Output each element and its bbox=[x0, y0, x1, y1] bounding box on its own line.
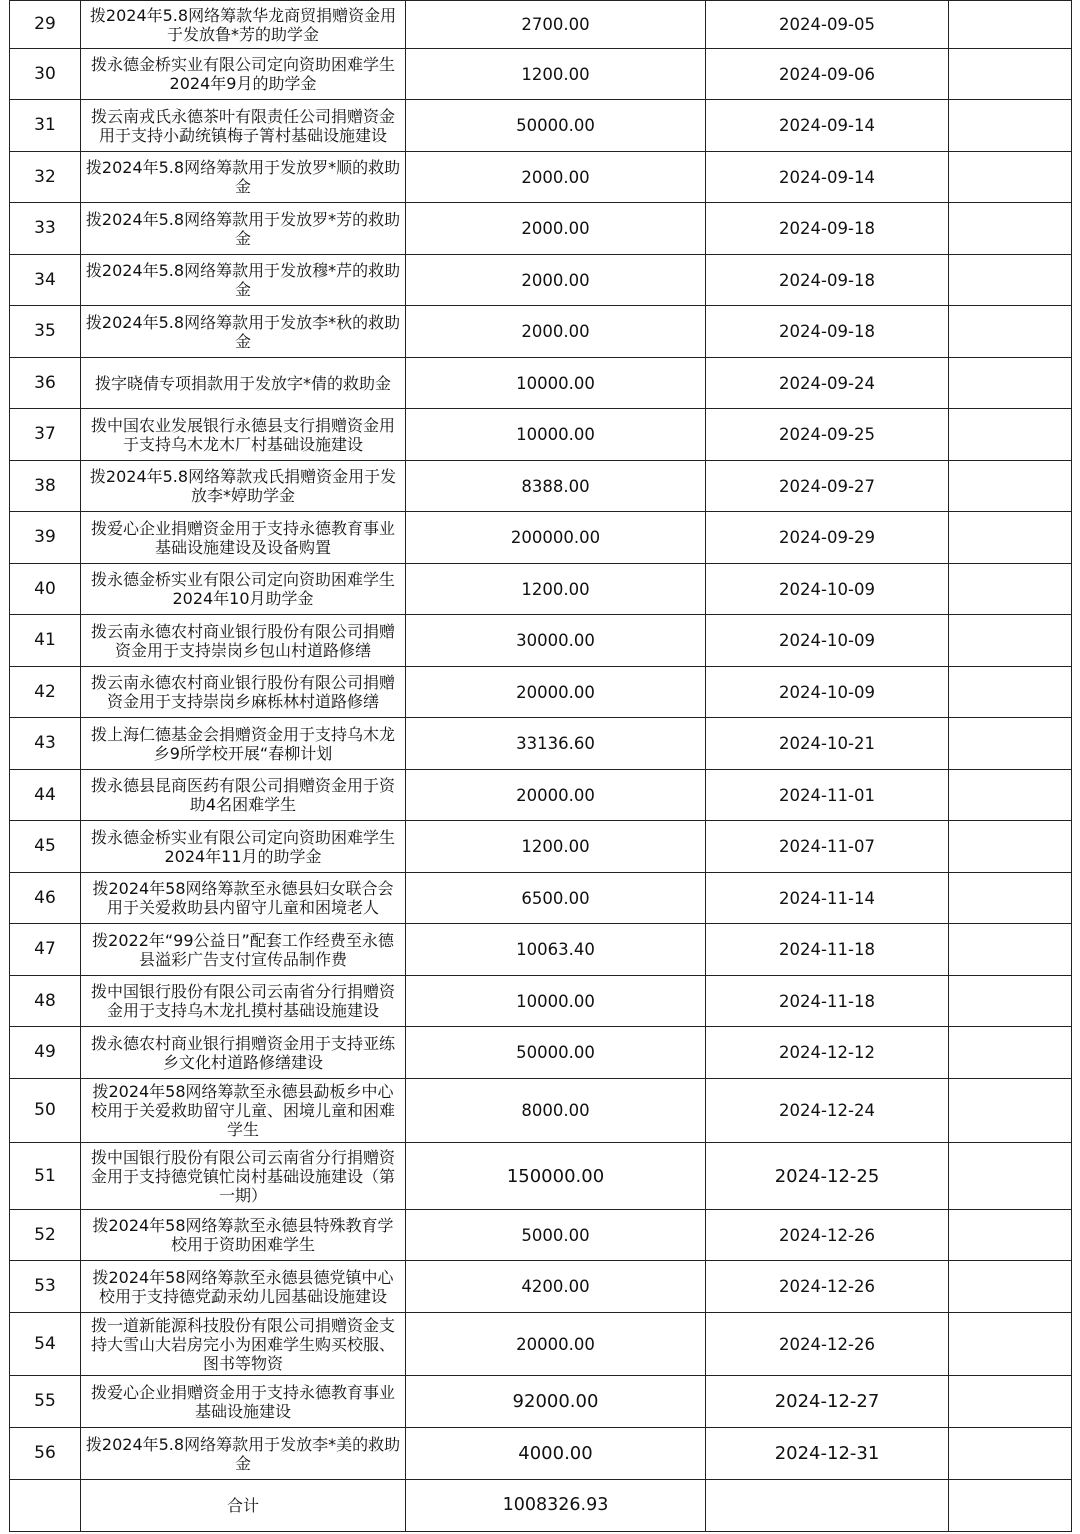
row-description: 拨永德农村商业银行捐赠资金用于支持亚练乡文化村道路修缮建设 bbox=[81, 1027, 406, 1079]
row-remark bbox=[949, 100, 1072, 152]
row-description: 拨2024年5.8网络筹款戎氏捐赠资金用于发放李*婷助学金 bbox=[81, 461, 406, 512]
row-number: 51 bbox=[10, 1143, 81, 1210]
total-remark-cell bbox=[949, 1480, 1072, 1532]
row-description: 拨中国农业发展银行永德县支行捐赠资金用于支持乌木龙木厂村基础设施建设 bbox=[81, 409, 406, 461]
table-row bbox=[10, 1210, 1072, 1261]
table-row bbox=[10, 873, 1072, 924]
table-row bbox=[10, 976, 1072, 1027]
row-date: 2024-11-18 bbox=[706, 924, 949, 976]
row-number: 43 bbox=[10, 718, 81, 770]
row-remark bbox=[949, 1313, 1072, 1376]
row-number: 39 bbox=[10, 512, 81, 564]
row-number: 37 bbox=[10, 409, 81, 461]
row-remark bbox=[949, 667, 1072, 718]
row-amount: 10000.00 bbox=[406, 409, 706, 461]
row-remark bbox=[949, 1428, 1072, 1480]
row-number: 50 bbox=[10, 1079, 81, 1143]
table-row bbox=[10, 718, 1072, 770]
row-description: 拨2024年5.8网络筹款用于发放穆*芹的救助金 bbox=[81, 255, 406, 306]
table-row bbox=[10, 203, 1072, 255]
row-amount: 92000.00 bbox=[406, 1376, 706, 1428]
row-number: 52 bbox=[10, 1210, 81, 1261]
row-amount: 4000.00 bbox=[406, 1428, 706, 1480]
row-date: 2024-12-24 bbox=[706, 1079, 949, 1143]
row-amount: 20000.00 bbox=[406, 770, 706, 821]
row-remark bbox=[949, 821, 1072, 873]
total-no-cell bbox=[10, 1480, 81, 1532]
row-number: 55 bbox=[10, 1376, 81, 1428]
row-amount: 10063.40 bbox=[406, 924, 706, 976]
row-number: 29 bbox=[10, 1, 81, 49]
row-amount: 2000.00 bbox=[406, 203, 706, 255]
table-row bbox=[10, 255, 1072, 306]
row-date: 2024-11-01 bbox=[706, 770, 949, 821]
row-date: 2024-12-25 bbox=[706, 1143, 949, 1210]
row-amount: 10000.00 bbox=[406, 358, 706, 409]
row-description: 拨中国银行股份有限公司云南省分行捐赠资金用于支持乌木龙扎摸村基础设施建设 bbox=[81, 976, 406, 1027]
row-description: 拨爱心企业捐赠资金用于支持永德教育事业基础设施建设 bbox=[81, 1376, 406, 1428]
row-remark bbox=[949, 1027, 1072, 1079]
row-date: 2024-09-06 bbox=[706, 49, 949, 100]
table-row bbox=[10, 409, 1072, 461]
row-remark bbox=[949, 718, 1072, 770]
table-row bbox=[10, 1079, 1072, 1143]
row-amount: 1200.00 bbox=[406, 49, 706, 100]
row-number: 38 bbox=[10, 461, 81, 512]
row-description: 拨云南戎氏永德茶叶有限责任公司捐赠资金用于支持小勐统镇梅子箐村基础设施建设 bbox=[81, 100, 406, 152]
row-date: 2024-12-26 bbox=[706, 1261, 949, 1313]
row-amount: 30000.00 bbox=[406, 615, 706, 667]
row-date: 2024-09-18 bbox=[706, 255, 949, 306]
row-number: 46 bbox=[10, 873, 81, 924]
row-description: 拨2024年58网络筹款至永德县德党镇中心校用于支持德党勐汞幼儿园基础设施建设 bbox=[81, 1261, 406, 1313]
table-row bbox=[10, 100, 1072, 152]
row-amount: 2700.00 bbox=[406, 1, 706, 49]
row-description: 拨2024年58网络筹款至永德县妇女联合会用于关爱救助县内留守儿童和困境老人 bbox=[81, 873, 406, 924]
row-amount: 4200.00 bbox=[406, 1261, 706, 1313]
row-amount: 10000.00 bbox=[406, 976, 706, 1027]
row-date: 2024-10-21 bbox=[706, 718, 949, 770]
row-date: 2024-09-29 bbox=[706, 512, 949, 564]
table-row bbox=[10, 564, 1072, 615]
row-remark bbox=[949, 1261, 1072, 1313]
row-number: 33 bbox=[10, 203, 81, 255]
row-date: 2024-12-27 bbox=[706, 1376, 949, 1428]
row-number: 31 bbox=[10, 100, 81, 152]
row-remark bbox=[949, 409, 1072, 461]
table-body bbox=[10, 1, 1072, 1480]
row-description: 拨爱心企业捐赠资金用于支持永德教育事业基础设施建设及设备购置 bbox=[81, 512, 406, 564]
row-number: 32 bbox=[10, 152, 81, 203]
row-description: 拨2024年58网络筹款至永德县特殊教育学校用于资助困难学生 bbox=[81, 1210, 406, 1261]
total-label: 合计 bbox=[81, 1480, 406, 1532]
table-row bbox=[10, 358, 1072, 409]
row-remark bbox=[949, 924, 1072, 976]
table-row bbox=[10, 461, 1072, 512]
row-date: 2024-09-18 bbox=[706, 306, 949, 358]
row-remark bbox=[949, 152, 1072, 203]
table-row bbox=[10, 821, 1072, 873]
row-amount: 1200.00 bbox=[406, 564, 706, 615]
row-date: 2024-09-14 bbox=[706, 152, 949, 203]
row-description: 拨2022年“99公益日”配套工作经费至永德县溢彩广告支付宣传品制作费 bbox=[81, 924, 406, 976]
row-date: 2024-11-14 bbox=[706, 873, 949, 924]
row-amount: 20000.00 bbox=[406, 1313, 706, 1376]
row-number: 40 bbox=[10, 564, 81, 615]
row-amount: 50000.00 bbox=[406, 1027, 706, 1079]
row-description: 拨2024年58网络筹款至永德县勐板乡中心校用于关爱救助留守儿童、困境儿童和困难学生 bbox=[81, 1079, 406, 1143]
row-remark bbox=[949, 976, 1072, 1027]
row-date: 2024-12-12 bbox=[706, 1027, 949, 1079]
row-remark bbox=[949, 1, 1072, 49]
table-row bbox=[10, 49, 1072, 100]
row-remark bbox=[949, 512, 1072, 564]
row-number: 34 bbox=[10, 255, 81, 306]
table-row bbox=[10, 1027, 1072, 1079]
row-remark bbox=[949, 49, 1072, 100]
row-description: 拨永德金桥实业有限公司定向资助困难学生2024年9月的助学金 bbox=[81, 49, 406, 100]
table-row bbox=[10, 770, 1072, 821]
row-amount: 150000.00 bbox=[406, 1143, 706, 1210]
row-number: 42 bbox=[10, 667, 81, 718]
row-number: 56 bbox=[10, 1428, 81, 1480]
row-amount: 8388.00 bbox=[406, 461, 706, 512]
row-number: 44 bbox=[10, 770, 81, 821]
row-amount: 2000.00 bbox=[406, 152, 706, 203]
row-description: 拨永德金桥实业有限公司定向资助困难学生2024年10月助学金 bbox=[81, 564, 406, 615]
row-remark bbox=[949, 358, 1072, 409]
row-date: 2024-09-05 bbox=[706, 1, 949, 49]
row-amount: 2000.00 bbox=[406, 255, 706, 306]
row-description: 拨云南永德农村商业银行股份有限公司捐赠资金用于支持崇岗乡包山村道路修缮 bbox=[81, 615, 406, 667]
row-description: 拨一道新能源科技股份有限公司捐赠资金支持大雪山大岩房完小为困难学生购买校服、图书等物资 bbox=[81, 1313, 406, 1376]
row-description: 拨2024年5.8网络筹款用于发放李*美的救助金 bbox=[81, 1428, 406, 1480]
table-row bbox=[10, 512, 1072, 564]
row-number: 53 bbox=[10, 1261, 81, 1313]
table-row bbox=[10, 1143, 1072, 1210]
row-remark bbox=[949, 1143, 1072, 1210]
row-description: 拨2024年5.8网络筹款用于发放罗*芳的救助金 bbox=[81, 203, 406, 255]
row-amount: 33136.60 bbox=[406, 718, 706, 770]
table-row bbox=[10, 1261, 1072, 1313]
row-date: 2024-12-31 bbox=[706, 1428, 949, 1480]
row-date: 2024-11-07 bbox=[706, 821, 949, 873]
row-date: 2024-09-24 bbox=[706, 358, 949, 409]
row-amount: 20000.00 bbox=[406, 667, 706, 718]
row-amount: 5000.00 bbox=[406, 1210, 706, 1261]
table-row bbox=[10, 1, 1072, 49]
row-remark bbox=[949, 564, 1072, 615]
table-row bbox=[10, 152, 1072, 203]
table-row bbox=[10, 1313, 1072, 1376]
row-number: 54 bbox=[10, 1313, 81, 1376]
row-number: 47 bbox=[10, 924, 81, 976]
row-remark bbox=[949, 203, 1072, 255]
table-row bbox=[10, 615, 1072, 667]
donation-disbursement-table bbox=[9, 0, 1072, 1532]
total-row bbox=[10, 1480, 1072, 1532]
row-remark bbox=[949, 873, 1072, 924]
row-remark bbox=[949, 1376, 1072, 1428]
row-date: 2024-11-18 bbox=[706, 976, 949, 1027]
table-row bbox=[10, 306, 1072, 358]
row-description: 拨上海仁德基金会捐赠资金用于支持乌木龙乡9所学校开展“春柳计划 bbox=[81, 718, 406, 770]
row-date: 2024-09-27 bbox=[706, 461, 949, 512]
table-row bbox=[10, 667, 1072, 718]
row-remark bbox=[949, 1210, 1072, 1261]
row-date: 2024-10-09 bbox=[706, 667, 949, 718]
row-date: 2024-10-09 bbox=[706, 615, 949, 667]
row-description: 拨永德县昆商医药有限公司捐赠资金用于资助4名困难学生 bbox=[81, 770, 406, 821]
row-number: 41 bbox=[10, 615, 81, 667]
row-amount: 6500.00 bbox=[406, 873, 706, 924]
row-amount: 200000.00 bbox=[406, 512, 706, 564]
row-description: 拨2024年5.8网络筹款华龙商贸捐赠资金用于发放鲁*芳的助学金 bbox=[81, 1, 406, 49]
row-date: 2024-09-18 bbox=[706, 203, 949, 255]
row-amount: 50000.00 bbox=[406, 100, 706, 152]
row-amount: 8000.00 bbox=[406, 1079, 706, 1143]
row-number: 30 bbox=[10, 49, 81, 100]
row-remark bbox=[949, 255, 1072, 306]
row-description: 拨云南永德农村商业银行股份有限公司捐赠资金用于支持崇岗乡麻栎林村道路修缮 bbox=[81, 667, 406, 718]
row-remark bbox=[949, 1079, 1072, 1143]
row-number: 35 bbox=[10, 306, 81, 358]
row-date: 2024-09-25 bbox=[706, 409, 949, 461]
row-description: 拨中国银行股份有限公司云南省分行捐赠资金用于支持德党镇忙岗村基础设施建设（第一期） bbox=[81, 1143, 406, 1210]
row-date: 2024-10-09 bbox=[706, 564, 949, 615]
row-remark bbox=[949, 615, 1072, 667]
row-description: 拨2024年5.8网络筹款用于发放罗*顺的救助金 bbox=[81, 152, 406, 203]
row-amount: 1200.00 bbox=[406, 821, 706, 873]
total-amount: 1008326.93 bbox=[406, 1480, 706, 1532]
row-description: 拨字晓倩专项捐款用于发放字*倩的救助金 bbox=[81, 358, 406, 409]
row-date: 2024-12-26 bbox=[706, 1313, 949, 1376]
row-number: 49 bbox=[10, 1027, 81, 1079]
row-number: 45 bbox=[10, 821, 81, 873]
row-description: 拨2024年5.8网络筹款用于发放李*秋的救助金 bbox=[81, 306, 406, 358]
row-remark bbox=[949, 770, 1072, 821]
table-row bbox=[10, 1428, 1072, 1480]
table-row bbox=[10, 924, 1072, 976]
row-date: 2024-12-26 bbox=[706, 1210, 949, 1261]
row-remark bbox=[949, 461, 1072, 512]
row-number: 48 bbox=[10, 976, 81, 1027]
table-row bbox=[10, 1376, 1072, 1428]
row-date: 2024-09-14 bbox=[706, 100, 949, 152]
row-description: 拨永德金桥实业有限公司定向资助困难学生2024年11月的助学金 bbox=[81, 821, 406, 873]
total-date-cell bbox=[706, 1480, 949, 1532]
row-remark bbox=[949, 306, 1072, 358]
row-amount: 2000.00 bbox=[406, 306, 706, 358]
row-number: 36 bbox=[10, 358, 81, 409]
